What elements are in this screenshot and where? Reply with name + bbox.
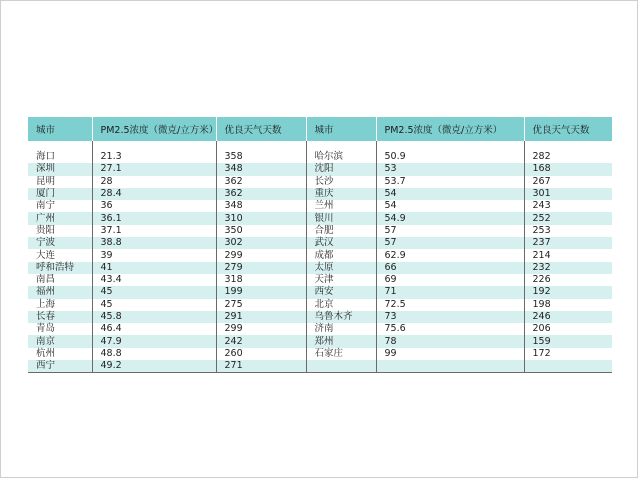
cell-city-right: 银川 <box>306 212 376 224</box>
cell-city-right: 长沙 <box>306 176 376 188</box>
cell-good-days-left: 348 <box>216 200 306 212</box>
cell-good-days-left: 299 <box>216 323 306 335</box>
cell-city-left: 福州 <box>28 286 92 298</box>
cell-good-days-left: 199 <box>216 286 306 298</box>
cell-city-right: 乌鲁木齐 <box>306 311 376 323</box>
cell-city-left: 贵阳 <box>28 225 92 237</box>
header-pm25-left: PM2.5浓度（微克/立方米） <box>92 117 216 141</box>
table-row <box>28 323 612 335</box>
cell-good-days-left: 291 <box>216 311 306 323</box>
cell-pm25-right: 71 <box>376 286 524 298</box>
cell-good-days-right: 198 <box>524 299 612 311</box>
cell-city-left: 上海 <box>28 299 92 311</box>
cell-good-days-right: 206 <box>524 323 612 335</box>
cell-pm25-left: 21.3 <box>92 151 216 163</box>
cell-city-right: 重庆 <box>306 188 376 200</box>
cell-pm25-left: 45 <box>92 299 216 311</box>
table-row <box>28 274 612 286</box>
cell-good-days-right: 159 <box>524 335 612 347</box>
cell-pm25-left: 39 <box>92 249 216 261</box>
cell-good-days-right: 282 <box>524 151 612 163</box>
cell-good-days-left: 348 <box>216 163 306 175</box>
table-row <box>28 151 612 163</box>
cell-good-days-left: 271 <box>216 360 306 373</box>
pm25-city-table <box>28 117 612 373</box>
cell-pm25-left: 41 <box>92 262 216 274</box>
cell-city-left: 大连 <box>28 249 92 261</box>
table-row <box>28 237 612 249</box>
cell-pm25-left: 45.8 <box>92 311 216 323</box>
cell-good-days-left: 275 <box>216 299 306 311</box>
cell-city-right: 天津 <box>306 274 376 286</box>
cell-city-right: 太原 <box>306 262 376 274</box>
cell-good-days-right: 168 <box>524 163 612 175</box>
cell-pm25-left: 38.8 <box>92 237 216 249</box>
cell-city-left: 长春 <box>28 311 92 323</box>
cell-city-left: 南昌 <box>28 274 92 286</box>
cell-pm25-right: 72.5 <box>376 299 524 311</box>
cell-pm25-right: 99 <box>376 348 524 360</box>
cell-pm25-right: 53 <box>376 163 524 175</box>
cell-good-days-right <box>524 360 612 373</box>
cell-good-days-right: 301 <box>524 188 612 200</box>
cell-city-right: 北京 <box>306 299 376 311</box>
cell-pm25-left: 47.9 <box>92 335 216 347</box>
cell-good-days-left: 318 <box>216 274 306 286</box>
cell-city-left: 呼和浩特 <box>28 262 92 274</box>
cell-pm25-right: 53.7 <box>376 176 524 188</box>
cell-pm25-right: 57 <box>376 237 524 249</box>
cell-pm25-right: 62.9 <box>376 249 524 261</box>
table-row <box>28 299 612 311</box>
cell-good-days-left: 299 <box>216 249 306 261</box>
cell-good-days-right: 243 <box>524 200 612 212</box>
cell-good-days-left: 310 <box>216 212 306 224</box>
cell-pm25-left: 48.8 <box>92 348 216 360</box>
cell-pm25-right <box>376 360 524 373</box>
cell-pm25-right: 54 <box>376 200 524 212</box>
cell-city-right <box>306 360 376 373</box>
cell-pm25-right: 73 <box>376 311 524 323</box>
cell-pm25-left: 37.1 <box>92 225 216 237</box>
cell-city-left: 昆明 <box>28 176 92 188</box>
cell-pm25-right: 57 <box>376 225 524 237</box>
cell-city-right: 石家庄 <box>306 348 376 360</box>
table-row <box>28 348 612 360</box>
cell-good-days-left: 279 <box>216 262 306 274</box>
cell-pm25-right: 69 <box>376 274 524 286</box>
cell-city-right: 济南 <box>306 323 376 335</box>
cell-city-left: 广州 <box>28 212 92 224</box>
cell-good-days-right: 232 <box>524 262 612 274</box>
cell-good-days-left: 358 <box>216 151 306 163</box>
table-row <box>28 212 612 224</box>
table-spacer-row <box>28 141 612 151</box>
cell-good-days-right: 172 <box>524 348 612 360</box>
cell-good-days-right: 192 <box>524 286 612 298</box>
cell-pm25-right: 75.6 <box>376 323 524 335</box>
cell-pm25-left: 45 <box>92 286 216 298</box>
cell-pm25-left: 43.4 <box>92 274 216 286</box>
cell-good-days-right: 226 <box>524 274 612 286</box>
cell-pm25-right: 50.9 <box>376 151 524 163</box>
cell-pm25-left: 49.2 <box>92 360 216 373</box>
table-row <box>28 163 612 175</box>
table-row <box>28 176 612 188</box>
header-city-right: 城市 <box>306 117 376 141</box>
cell-city-right: 哈尔滨 <box>306 151 376 163</box>
cell-city-left: 海口 <box>28 151 92 163</box>
cell-pm25-left: 28 <box>92 176 216 188</box>
cell-pm25-left: 46.4 <box>92 323 216 335</box>
cell-city-left: 深圳 <box>28 163 92 175</box>
cell-good-days-left: 362 <box>216 176 306 188</box>
cell-city-right: 武汉 <box>306 237 376 249</box>
cell-city-left: 西宁 <box>28 360 92 373</box>
cell-good-days-right: 267 <box>524 176 612 188</box>
table-row <box>28 188 612 200</box>
cell-city-left: 宁波 <box>28 237 92 249</box>
cell-good-days-right: 246 <box>524 311 612 323</box>
table-row <box>28 335 612 347</box>
table-row <box>28 360 612 373</box>
table-row <box>28 286 612 298</box>
cell-pm25-left: 36.1 <box>92 212 216 224</box>
cell-city-right: 沈阳 <box>306 163 376 175</box>
cell-pm25-left: 28.4 <box>92 188 216 200</box>
cell-city-left: 南宁 <box>28 200 92 212</box>
cell-good-days-left: 242 <box>216 335 306 347</box>
cell-city-right: 成都 <box>306 249 376 261</box>
table-row <box>28 225 612 237</box>
cell-pm25-left: 27.1 <box>92 163 216 175</box>
table-row <box>28 200 612 212</box>
cell-city-right: 郑州 <box>306 335 376 347</box>
table-header-row <box>28 117 612 141</box>
cell-good-days-right: 253 <box>524 225 612 237</box>
cell-good-days-left: 260 <box>216 348 306 360</box>
cell-pm25-right: 54 <box>376 188 524 200</box>
cell-city-right: 西安 <box>306 286 376 298</box>
table-row <box>28 262 612 274</box>
cell-good-days-right: 252 <box>524 212 612 224</box>
cell-good-days-left: 362 <box>216 188 306 200</box>
header-city-left: 城市 <box>28 117 92 141</box>
table-row <box>28 249 612 261</box>
cell-city-left: 厦门 <box>28 188 92 200</box>
cell-city-right: 兰州 <box>306 200 376 212</box>
cell-good-days-left: 302 <box>216 237 306 249</box>
cell-pm25-right: 78 <box>376 335 524 347</box>
cell-pm25-left: 36 <box>92 200 216 212</box>
table-row <box>28 311 612 323</box>
cell-pm25-right: 66 <box>376 262 524 274</box>
header-good-days-right: 优良天气天数 <box>524 117 612 141</box>
cell-city-left: 南京 <box>28 335 92 347</box>
cell-city-left: 杭州 <box>28 348 92 360</box>
cell-city-right: 合肥 <box>306 225 376 237</box>
cell-good-days-right: 237 <box>524 237 612 249</box>
table-body <box>28 141 612 373</box>
cell-city-left: 青岛 <box>28 323 92 335</box>
cell-good-days-left: 350 <box>216 225 306 237</box>
header-pm25-right: PM2.5浓度（微克/立方米） <box>376 117 524 141</box>
header-good-days-left: 优良天气天数 <box>216 117 306 141</box>
cell-pm25-right: 54.9 <box>376 212 524 224</box>
cell-good-days-right: 214 <box>524 249 612 261</box>
